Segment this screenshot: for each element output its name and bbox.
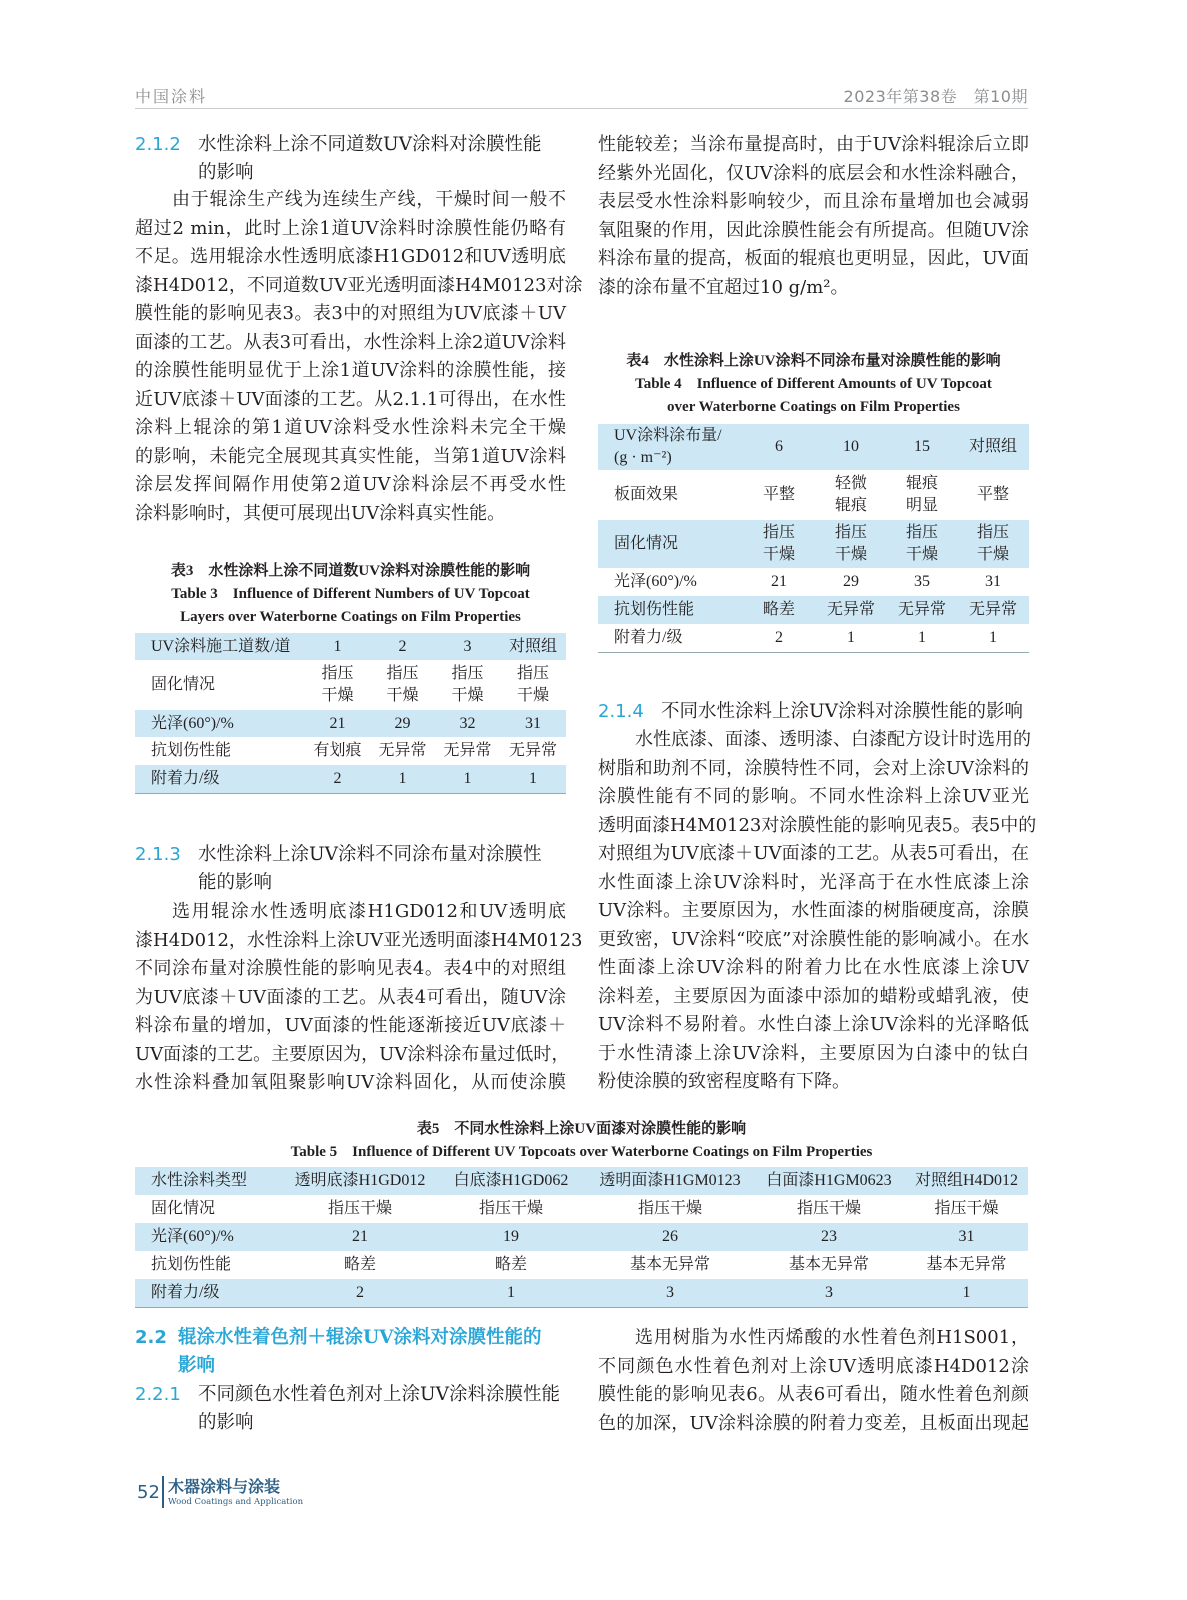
row-label-cell: UV涂料涂布量/ (g · m⁻²): [614, 427, 722, 466]
text-line: 涂层发挥间隔作用使第2道UV涂料涂层不再受水性: [135, 474, 566, 495]
table-cell: 32: [459, 714, 476, 732]
text-line: 料涂布量的增加，UV面漆的性能逐渐接近UV底漆＋: [135, 1015, 566, 1036]
table-header-row: [135, 633, 566, 660]
text-line: 更致密，UV涂料“咬底”对涂膜性能的影响减小。在水: [598, 928, 1029, 950]
text-line: 表层受水性涂料影响较少，而且涂布量增加也会减弱: [598, 191, 1029, 212]
footer-journal-cn: 木器涂料与涂装: [168, 1477, 281, 1496]
table-cell: 1: [398, 769, 407, 787]
table-cell: 指压 干燥: [834, 524, 867, 563]
text-line: UV涂料不易附着。水性白漆上涂UV涂料的光泽略低: [598, 1014, 1029, 1035]
section-2-2-1-heading: [135, 1381, 566, 1437]
caption-en-2: over Waterborne Coatings on Film Properties: [667, 399, 960, 415]
text-line: 的涂膜性能明显优于上涂1道UV涂料的涂膜性能，接: [135, 360, 566, 381]
table-cell: 1: [989, 628, 997, 646]
table5-caption: [135, 1118, 1028, 1164]
text-line: 性面漆上涂UV涂料的附着力比在水性底漆上涂UV: [598, 957, 1029, 978]
table-cell: 1: [847, 628, 855, 646]
text-line: 经紫外光固化，仅UV涂料的底层会和水性涂料融合，: [598, 162, 1029, 184]
table-cell: 31: [985, 573, 1001, 590]
journal-name: 中国涂料: [135, 87, 208, 106]
section-title: [198, 131, 566, 187]
caption-cn: 表5 不同水性涂料上涂UV面漆对涂膜性能的影响: [416, 1121, 747, 1137]
table-cell: 基本无异常: [629, 1256, 710, 1273]
table-cell: 6: [775, 438, 783, 455]
table-cell: 指压干燥: [796, 1200, 861, 1217]
text-line: 漆H4D012，水性涂料上涂UV亚光透明面漆H4M0123: [135, 929, 583, 951]
row-label-cell: 光泽(60°)/%: [151, 714, 234, 732]
table-cell: 23: [821, 1228, 837, 1245]
caption-en-1: Table 3 Influence of Different Numbers of UV Topcoat: [171, 586, 530, 602]
section-2-2-heading: [135, 1324, 566, 1380]
table-cell: 略差: [343, 1256, 376, 1273]
section-number: 2.1.3: [135, 844, 181, 865]
table-row: [598, 520, 1029, 568]
text-line: 不同涂布量对涂膜性能的影响见表4。表4中的对照组: [135, 958, 566, 979]
table-cell: 平整: [762, 486, 795, 503]
table-cell: 2: [775, 628, 783, 646]
text-line: 膜性能的影响见表3。表3中的对照组为UV底漆＋UV: [135, 303, 566, 324]
table-cell: 指压干燥: [637, 1200, 702, 1217]
text-line: 涂料上辊涂的第1道UV涂料受水性涂料未完全干燥: [135, 417, 566, 438]
table-row: [135, 737, 566, 765]
text-line: 漆H4D012，不同道数UV亚光透明面漆H4M0123对涂: [135, 274, 583, 296]
row-label-cell: 固化情况: [151, 1200, 216, 1217]
table-cell: 透明底漆H1GD012: [294, 1172, 426, 1189]
text-line: 由于辊涂生产线为连续生产线，干燥时间一般不: [172, 189, 566, 210]
table-cell: 指压 干燥: [976, 524, 1009, 563]
table-cell: 指压 干燥: [905, 524, 938, 563]
caption-en: Table 5 Influence of Different UV Topcoats over Waterborne Coatings on Film Properties: [290, 1144, 873, 1160]
text-line: 选用树脂为水性丙烯酸的水性着色剂H1S001，: [635, 1327, 1029, 1348]
table-cell: 透明面漆H1GM0123: [599, 1172, 741, 1189]
table-cell: 对照组: [968, 438, 1017, 455]
table-cell: 无异常: [378, 742, 427, 759]
title-line: 的影响: [198, 162, 254, 183]
table3-caption: [125, 560, 576, 629]
table-4: [598, 424, 1029, 653]
table-cell: 轻微 辊痕: [834, 475, 867, 514]
section-2-1-3-heading: [135, 841, 566, 897]
title-line: 水性涂料上涂不同道数UV涂料对涂膜性能: [198, 134, 542, 155]
row-label-cell: 光泽(60°)/%: [151, 1228, 234, 1245]
table-row: [135, 1223, 1028, 1251]
text-line: 膜性能的影响见表6。从表6可看出，随水性着色剂颜: [598, 1384, 1029, 1405]
paragraph-2-2-1: [598, 1324, 1029, 1438]
table-cell: 无异常: [968, 601, 1017, 618]
caption-en-1: Table 4 Influence of Different Amounts of UV Topcoat: [635, 376, 992, 392]
table-row: [598, 624, 1029, 652]
table-cell: 无异常: [508, 742, 557, 759]
table-cell: 指压干燥: [327, 1200, 392, 1217]
table-row: [135, 710, 566, 737]
table-header-row: [135, 1167, 1028, 1195]
table-row: [135, 765, 566, 793]
text-line: 漆的涂布量不宜超过10 g/m²。: [598, 276, 849, 298]
table-cell: 平整: [976, 486, 1009, 503]
row-label-cell: 抗划伤性能: [151, 1256, 232, 1273]
table-cell: 2: [398, 637, 407, 655]
row-label-cell: 附着力/级: [151, 769, 220, 787]
title-line: 不同颜色水性着色剂对上涂UV涂料涂膜性能: [198, 1384, 560, 1405]
section-number: 2.1.2: [135, 134, 181, 155]
table-cell: 3: [825, 1283, 833, 1301]
table-cell: 无异常: [826, 601, 875, 618]
table-cell: 略差: [494, 1256, 527, 1273]
table-cell: 2: [356, 1283, 364, 1301]
table-row: [598, 568, 1029, 596]
table-cell: 3: [666, 1283, 674, 1301]
paragraph-2-1-3-continued: [598, 131, 1029, 302]
text-line: 涂料差，主要原因为面漆中添加的蜡粉或蜡乳液，使: [598, 985, 1029, 1007]
table-row: [598, 596, 1029, 624]
row-label-cell: 附着力/级: [151, 1283, 220, 1301]
section-2-1-2-heading: [135, 131, 566, 187]
paragraph-2-1-3: [135, 898, 583, 1098]
table-cell: 指压 干燥: [386, 665, 419, 704]
section-2-1-4-heading: [598, 698, 1029, 726]
table-cell: 白底漆H1GD062: [453, 1172, 569, 1189]
text-line: 水性底漆、面漆、透明漆、白漆配方设计时选用的: [635, 729, 1031, 750]
text-line: 面漆的工艺。从表3可看出，水性涂料上涂2道UV涂料: [135, 331, 566, 353]
table-row: [135, 1251, 1028, 1279]
table-row: [598, 470, 1029, 520]
table-5: [135, 1167, 1028, 1308]
row-label-cell: 抗划伤性能: [614, 601, 695, 618]
text-line: 对照组为UV底漆＋UV面漆的工艺。从表5可看出，在: [598, 843, 1029, 864]
section-title: [198, 1381, 566, 1437]
title-line: 辊涂水性着色剂＋辊涂UV涂料对涂膜性能的: [178, 1327, 542, 1348]
table-cell: 21: [771, 573, 787, 590]
text-line: 色的加深，UV涂料涂膜的附着力变差，且板面出现起: [598, 1412, 1029, 1434]
table-cell: 10: [843, 438, 859, 455]
table-cell: 指压 干燥: [321, 665, 354, 704]
table-cell: 有划痕: [313, 742, 362, 759]
text-line: 树脂和助剂不同，涂膜特性不同，会对上涂UV涂料的: [598, 757, 1029, 779]
text-line: 粉使涂膜的致密程度略有下降。: [598, 1071, 850, 1092]
section-number: 2.1.4: [598, 701, 644, 722]
table-header-row: [598, 424, 1029, 470]
caption-en-2: Layers over Waterborne Coatings on Film Properties: [180, 609, 521, 625]
table-cell: 指压 干燥: [762, 524, 795, 563]
table-row: [135, 1279, 1028, 1307]
text-line: 不同颜色水性着色剂对上涂UV透明底漆H4D012涂: [598, 1355, 1029, 1377]
table-cell: 对照组H4D012: [914, 1172, 1019, 1189]
table-cell: 29: [843, 573, 859, 590]
table-cell: 指压干燥: [934, 1200, 999, 1217]
text-line: 水性面漆上涂UV涂料时，光泽高于在水性底漆上涂: [598, 871, 1029, 893]
table-cell: 21: [329, 714, 346, 732]
text-line: 超过2 min，此时上涂1道UV涂料时涂膜性能仍略有: [135, 217, 566, 239]
footer-journal-en: Wood Coatings and Application: [168, 1497, 304, 1507]
row-label-cell: 固化情况: [151, 676, 216, 693]
table-3: [135, 633, 566, 794]
row-label-cell: 板面效果: [614, 486, 679, 503]
text-line: 料涂布量的提高，板面的辊痕也更明显，因此，UV面: [598, 248, 1029, 269]
table-cell: 1: [529, 769, 537, 787]
page-number: 52: [137, 1482, 160, 1503]
table-cell: 31: [958, 1228, 975, 1245]
text-line: 为UV底漆＋UV面漆的工艺。从表4可看出，随UV涂: [135, 986, 566, 1008]
paragraph-2-1-2: [135, 186, 583, 528]
table-cell: 26: [662, 1228, 678, 1245]
footer-divider: [162, 1476, 164, 1508]
row-label-cell: 固化情况: [614, 535, 679, 552]
table-cell: 1: [463, 769, 472, 787]
table4-caption: [588, 350, 1039, 419]
row-label-cell: 抗划伤性能: [151, 742, 232, 759]
table-row: [135, 1195, 1028, 1223]
title-line: 的影响: [198, 1412, 254, 1433]
table-cell: 指压干燥: [478, 1200, 543, 1217]
section-number: 2.2.1: [135, 1384, 181, 1405]
table-cell: 3: [463, 637, 472, 655]
title-line: 不同水性涂料上涂UV涂料对涂膜性能的影响: [661, 701, 1023, 722]
paragraph-2-1-4: [598, 726, 1037, 1097]
section-number: 2.2: [135, 1327, 167, 1348]
section-title: [661, 698, 1029, 726]
table-cell: 2: [333, 769, 342, 787]
text-line: 氧阻聚的作用，因此涂膜性能会有所提高。但随UV涂: [598, 219, 1029, 241]
table-cell: 无异常: [443, 742, 492, 759]
table-cell: 略差: [762, 601, 795, 618]
table-cell: 基本无异常: [926, 1256, 1007, 1273]
section-title: [198, 841, 566, 897]
text-line: 于水性清漆上涂UV涂料，主要原因为白漆中的钛白: [598, 1042, 1029, 1064]
table-cell: 19: [503, 1228, 519, 1245]
text-line: UV涂料。主要原因为，水性面漆的树脂硬度高，涂膜: [598, 900, 1029, 921]
text-line: 涂料影响时，其便可展现出UV涂料真实性能。: [135, 502, 506, 524]
table-cell: 1: [507, 1283, 515, 1301]
table-cell: 指压 干燥: [451, 665, 484, 704]
table-row: [135, 660, 566, 710]
title-line: 水性涂料上涂UV涂料不同涂布量对涂膜性: [198, 844, 542, 865]
text-line: 近UV底漆＋UV面漆的工艺。从2.1.1可得出，在水性: [135, 388, 566, 410]
table-cell: 35: [914, 573, 930, 590]
table-cell: 基本无异常: [788, 1256, 869, 1273]
row-label-cell: 水性涂料类型: [151, 1172, 248, 1189]
table-cell: 1: [962, 1283, 971, 1301]
text-line: 透明面漆H4M0123对涂膜性能的影响见表5。表5中的: [598, 814, 1037, 836]
header-divider: [135, 108, 1028, 109]
title-line: 影响: [178, 1355, 216, 1376]
table-cell: 辊痕 明显: [905, 475, 938, 514]
table-cell: 1: [333, 637, 342, 655]
table-cell: 白面漆H1GM0623: [766, 1172, 892, 1189]
text-line: UV面漆的工艺。主要原因为，UV涂料涂布量过低时，: [135, 1043, 570, 1065]
table-cell: 21: [352, 1228, 368, 1245]
table-cell: 29: [394, 714, 411, 732]
row-label-cell: UV涂料施工道数/道: [151, 637, 291, 655]
text-line: 涂膜性能有不同的影响。不同水性涂料上涂UV亚光: [598, 786, 1029, 807]
table-cell: 无异常: [897, 601, 946, 618]
table-cell: 31: [525, 714, 541, 732]
text-line: 水性涂料叠加氧阻聚影响UV涂料固化，从而使涂膜: [135, 1072, 566, 1093]
text-line: 不足。选用辊涂水性透明底漆H1GD012和UV透明底: [135, 246, 566, 267]
text-line: 性能较差；当涂布量提高时，由于UV涂料辊涂后立即: [598, 134, 1029, 155]
caption-cn: 表4 水性涂料上涂UV涂料不同涂布量对涂膜性能的影响: [626, 353, 1001, 369]
table-cell: 指压 干燥: [516, 665, 549, 704]
table-cell: 1: [918, 628, 926, 646]
section-title: [178, 1324, 566, 1380]
table-cell: 15: [914, 438, 930, 455]
text-line: 选用辊涂水性透明底漆H1GD012和UV透明底: [172, 901, 566, 922]
caption-cn: 表3 水性涂料上涂不同道数UV涂料对涂膜性能的影响: [170, 563, 531, 579]
row-label-cell: 光泽(60°)/%: [614, 573, 697, 590]
issue-info: 2023年第38卷 第10期: [843, 87, 1028, 106]
table-cell: 对照组: [508, 637, 557, 655]
row-label-cell: 附着力/级: [614, 628, 683, 646]
title-line: 能的影响: [198, 872, 273, 893]
text-line: 的影响，未能完全展现其真实性能，当第1道UV涂料: [135, 445, 566, 467]
